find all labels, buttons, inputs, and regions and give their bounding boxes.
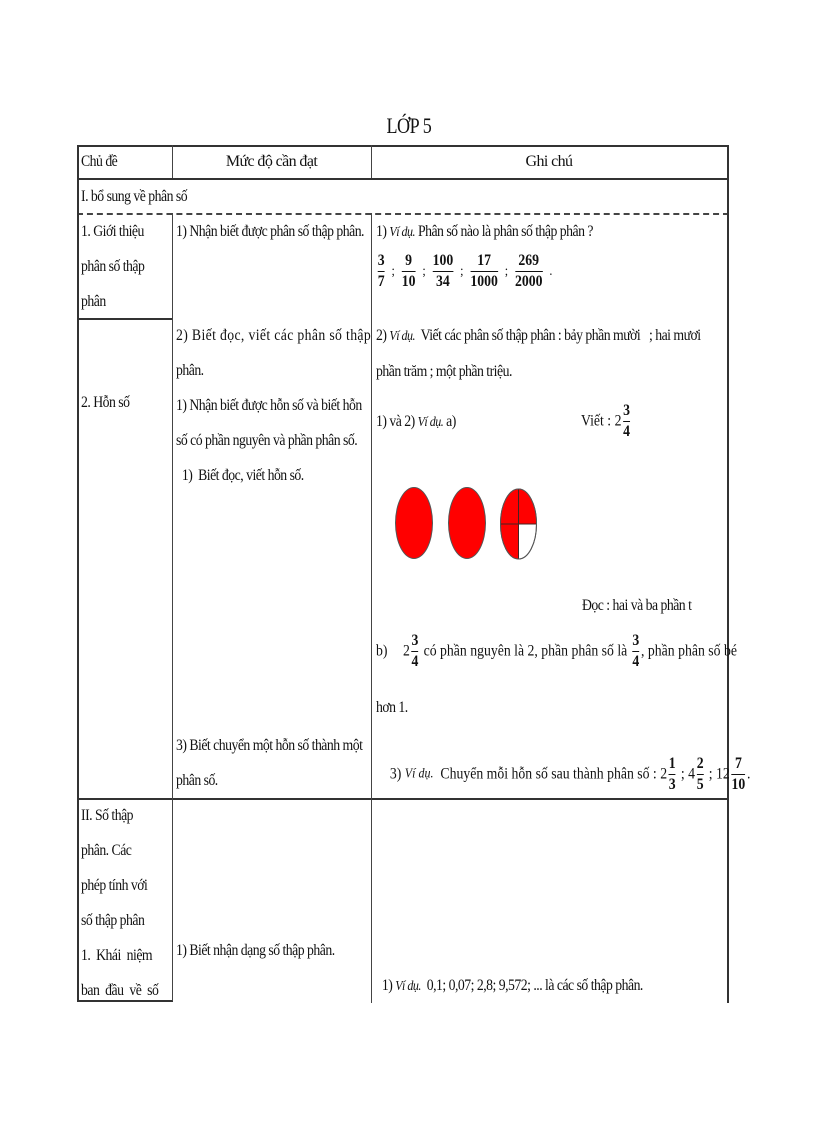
row2-note-a [376, 404, 456, 440]
requirement-line: 2) Biết đọc, viết các phân số thập [176, 327, 372, 344]
read-label: Đọc : hai và ba phần t [582, 597, 692, 614]
fraction: $\frac{9}{10}$ [401, 252, 416, 290]
row3-topic-line: phép tính với [81, 877, 148, 894]
row3-topic-line: ban đầu về số [81, 982, 159, 999]
vidu-label: Ví dụ. [389, 225, 416, 240]
row1-topic-line: phân [81, 293, 106, 310]
note-text: phần trăm ; một phần triệu. [376, 363, 512, 380]
fraction: $\frac{3}{4}$ [623, 402, 631, 440]
row3-topic-line: 1. Khái niệm [81, 947, 153, 964]
requirement-line: 1) Nhận biết được hỗn số và biết hỗn [176, 397, 362, 414]
table-left-border [77, 145, 79, 1001]
row1-topic-line: phân số thập [81, 258, 145, 275]
col1-divider [172, 213, 173, 1001]
note-text: Viết các phân số thập phân : bảy phần mười ; hai mươi [415, 327, 701, 344]
header-topic: Chủ đề [81, 153, 118, 170]
header-note: Ghi chú [525, 153, 573, 170]
vidu-label: Ví dụ. [395, 979, 421, 994]
row2-requirement-3 [176, 728, 362, 798]
note-text: a) [443, 413, 456, 430]
requirement-line: phân. [176, 362, 204, 379]
row1-note [376, 214, 593, 250]
requirement-line: số có phần nguyên và phần phân số. [176, 432, 358, 449]
note-prefix: 2) [376, 327, 390, 344]
note-text: Chuyển mỗi hỗn số sau thành phân số : [433, 765, 661, 783]
row2-note-2 [376, 318, 701, 389]
write-mixed-number [581, 402, 632, 441]
fraction: $\frac{269}{2000}$ [514, 252, 543, 290]
requirement-line: 1) Biết đọc, viết hỗn số. [176, 467, 304, 484]
row1-topic [81, 214, 144, 319]
row3-topic-line: II. Số thập [81, 807, 134, 824]
row1-fractions: $\frac{3}{7}$ ; $\frac{9}{10}$ ; $\frac{100}{34}$ ; $\frac{17}{1000}$ ; $\frac{269}{2000}$ . [377, 252, 553, 290]
vidu-label: Ví dụ. [389, 329, 416, 344]
row2-topic: 2. Hỗn số [81, 394, 130, 411]
write-label: Viết : 2 [581, 412, 622, 430]
row2-note-b [376, 632, 737, 671]
row1-requirement: 1) Nhận biết được phân số thập phân. [176, 223, 364, 240]
fraction: $\frac{3}{4}$ [632, 632, 640, 670]
row2-requirements [176, 318, 371, 493]
row3-topic [81, 798, 158, 1008]
vidu-label: Ví dụ. [417, 415, 444, 430]
fraction: $\frac{2}{5}$ [696, 755, 704, 793]
row3-topic-line: số thập phân [81, 912, 145, 929]
fraction: $\frac{3}{4}$ [411, 632, 419, 670]
table-right-border [727, 145, 729, 1003]
requirement-line: phân số. [176, 772, 218, 789]
row2-note-b-line2: hơn 1. [376, 699, 408, 716]
header-requirement: Mức độ cần đạt [225, 153, 318, 170]
page-title: LỚP 5 [386, 113, 432, 138]
row3-note [376, 933, 643, 1004]
note-text: Phân số nào là phân số thập phân ? [415, 223, 594, 240]
note-label: b) [376, 642, 388, 660]
fraction: $\frac{3}{7}$ [377, 252, 385, 290]
note-prefix: 1) và 2) [376, 413, 418, 430]
note-prefix: 3) [389, 765, 405, 783]
full-circle-icon [395, 487, 433, 559]
section-title-1: I. bổ sung về phân số [81, 188, 188, 205]
note-prefix: 1) [376, 223, 390, 240]
fraction: $\frac{17}{1000}$ [470, 252, 498, 290]
mixed-whole: 2 [402, 642, 410, 660]
vidu-label: Ví dụ. [404, 766, 434, 782]
row2-note-3: 3) Ví dụ. Chuyển mỗi hỗn số sau thành phân số : 2 $\frac{1}{3}$ ; 4 $\frac{2}{5}$ ; 12 $\frac{7}{10}$ . [389, 755, 751, 793]
note-text: 0,1; 0,07; 2,8; 9,572; ... là các số thập phân. [420, 977, 643, 994]
requirement-line: 3) Biết chuyển một hỗn số thành một [176, 737, 363, 754]
row3-topic-line: phân. Các [81, 842, 132, 859]
three-quarter-circle-icon [499, 488, 538, 560]
fraction: $\frac{7}{10}$ [731, 755, 746, 793]
note-prefix: 1) [381, 977, 396, 994]
fraction: $\frac{1}{3}$ [668, 755, 676, 793]
fraction: $\frac{100}{34}$ [432, 252, 454, 290]
col2-divider [371, 213, 372, 1003]
note-text: có phần nguyên là 2, phần phân số là [420, 642, 631, 660]
full-circle-icon [448, 487, 486, 559]
row1-topic-line: 1. Giới thiệu [81, 223, 144, 240]
row2-bottom-border [77, 798, 729, 800]
row3-requirement: 1) Biết nhận dạng số thập phân. [176, 942, 335, 959]
note-text: , phần phân số bé [641, 642, 737, 660]
